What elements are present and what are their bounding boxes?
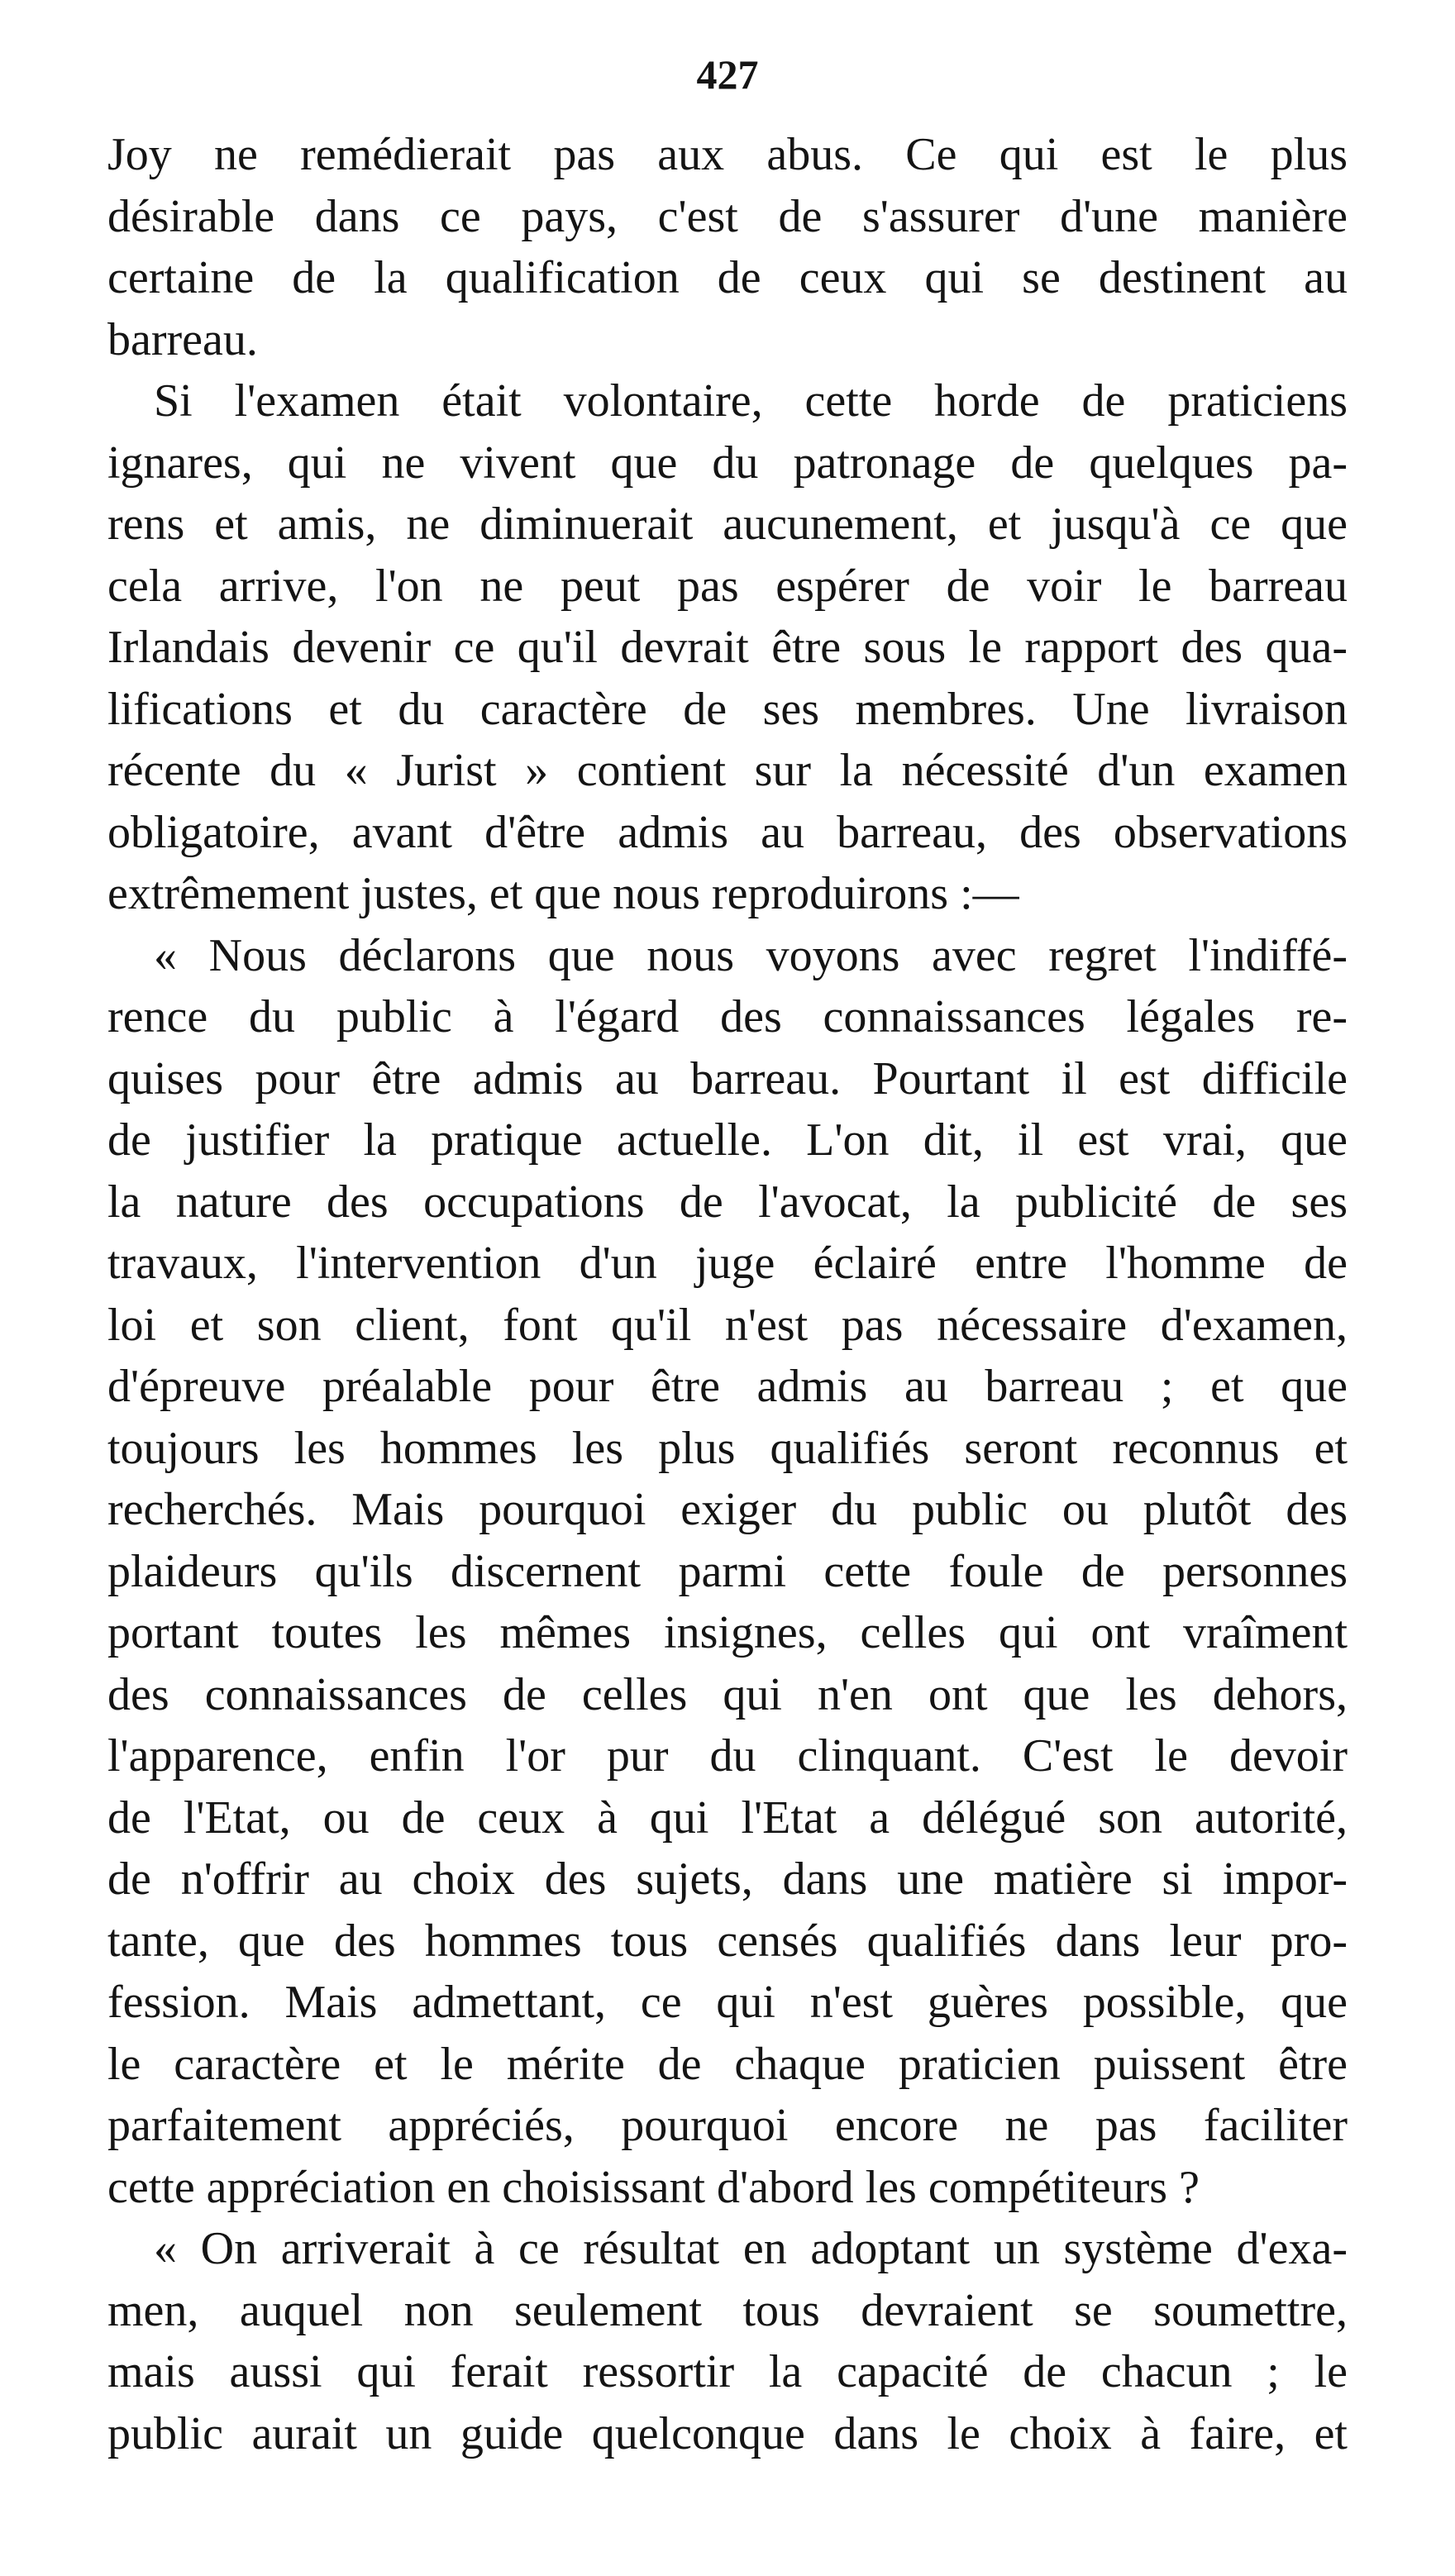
- text-line: de l'Etat, ou de ceux à qui l'Etat a délégué son autorité,: [107, 1791, 1348, 1844]
- book-page: [107, 50, 1348, 2464]
- text-line: barreau.: [107, 313, 258, 365]
- text-line: cette appréciation en choisissant d'abord les compétiteurs ?: [107, 2161, 1200, 2213]
- text-line: loi et son client, font qu'il n'est pas nécessaire d'examen,: [107, 1299, 1348, 1351]
- text-line: certaine de la qualification de ceux qui se destinent au: [107, 252, 1348, 303]
- text-line: rence du public à l'égard des connaissances légales re-: [107, 991, 1348, 1042]
- text-line: « Nous déclarons que nous voyons avec regret l'indiffé-: [154, 929, 1348, 981]
- page-number: 427: [696, 51, 759, 98]
- text-line: de n'offrir au choix des sujets, dans une matière si impor-: [107, 1853, 1348, 1905]
- text-line: parfaitement appréciés, pourquoi encore ne pas faciliter: [107, 2100, 1348, 2151]
- text-line: des connaissances de celles qui n'en ont que les dehors,: [107, 1668, 1348, 1720]
- text-line: quises pour être admis au barreau. Pourtant il est difficile: [107, 1052, 1348, 1104]
- text-line: la nature des occupations de l'avocat, la publicité de ses: [107, 1176, 1348, 1228]
- text-line: cela arrive, l'on ne peut pas espérer de voir le barreau: [107, 560, 1348, 612]
- text-line: portant toutes les mêmes insignes, celles qui ont vraîment: [107, 1607, 1348, 1658]
- text-line: lifications et du caractère de ses membres. Une livraison: [107, 683, 1348, 735]
- text-line: tante, que des hommes tous censés qualifiés dans leur pro-: [107, 1915, 1348, 1967]
- text-line: d'épreuve préalable pour être admis au barreau ; et que: [107, 1361, 1348, 1412]
- text-line: fession. Mais admettant, ce qui n'est guères possible, que: [107, 1977, 1348, 2028]
- text-line: public aurait un guide quelconque dans le choix à faire, et: [107, 2407, 1348, 2459]
- text-line: Si l'examen était volontaire, cette horde de praticiens: [154, 375, 1348, 427]
- body-text: [107, 124, 1348, 2464]
- text-line: le caractère et le mérite de chaque praticien puissent être: [107, 2038, 1348, 2090]
- text-line: ignares, qui ne vivent que du patronage de quelques pa-: [107, 436, 1348, 489]
- text-line: Irlandais devenir ce qu'il devrait être sous le rapport des qua-: [107, 622, 1348, 673]
- text-line: « On arriverait à ce résultat en adoptant un système d'exa-: [154, 2223, 1348, 2274]
- text-line: toujours les hommes les plus qualifiés seront reconnus et: [107, 1422, 1348, 1474]
- text-line: mais aussi qui ferait ressortir la capacité de chacun ; le: [107, 2346, 1348, 2397]
- text-line: de justifier la pratique actuelle. L'on dit, il est vrai, que: [107, 1114, 1348, 1166]
- text-line: men, auquel non seulement tous devraient se soumettre,: [107, 2284, 1348, 2336]
- text-line: récente du « Jurist » contient sur la nécessité d'un examen: [107, 745, 1348, 796]
- text-line: recherchés. Mais pourquoi exiger du public ou plutôt des: [107, 1484, 1348, 1535]
- text-line: rens et amis, ne diminuerait aucunement, et jusqu'à ce que: [107, 499, 1348, 550]
- text-line: plaideurs qu'ils discernent parmi cette foule de personnes: [107, 1545, 1348, 1597]
- text-line: l'apparence, enfin l'or pur du clinquant. C'est le devoir: [107, 1730, 1348, 1782]
- text-line: Joy ne remédierait pas aux abus. Ce qui est le plus: [107, 129, 1348, 180]
- text-line: travaux, l'intervention d'un juge éclairé entre l'homme de: [107, 1238, 1348, 1289]
- text-line: extrêmement justes, et que nous reproduirons :—: [107, 868, 1019, 919]
- text-line: désirable dans ce pays, c'est de s'assurer d'une manière: [107, 190, 1348, 242]
- text-line: obligatoire, avant d'être admis au barreau, des observations: [107, 806, 1348, 858]
